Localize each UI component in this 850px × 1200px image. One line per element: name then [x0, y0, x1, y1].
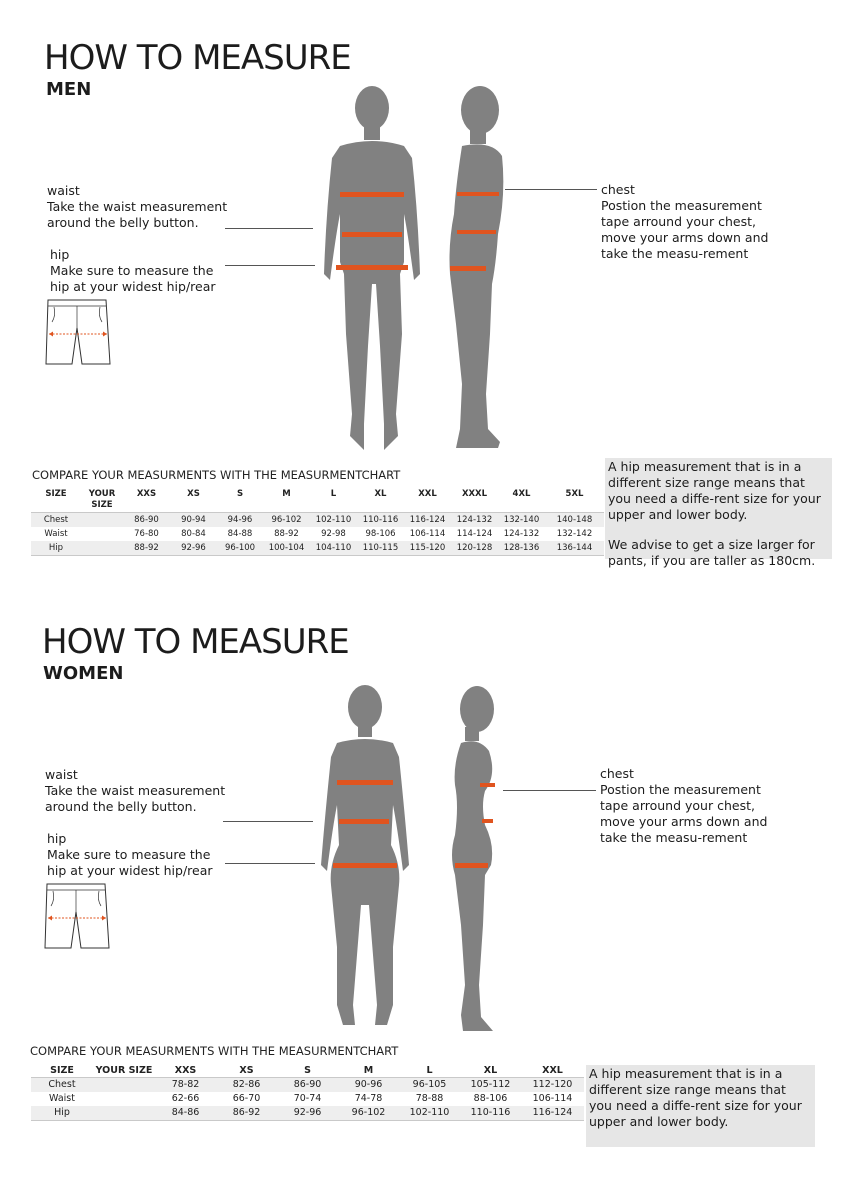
table-cell: 92-98: [321, 529, 346, 539]
table-cell: 112-120: [521, 1078, 584, 1093]
table-row: [31, 1106, 584, 1121]
table-header-cell: XXL: [521, 1063, 584, 1078]
table-cell: 105-112: [460, 1078, 521, 1093]
table-header-cell: S: [277, 1063, 338, 1078]
men-hip-text: Make sure to measure the hip at your widest hip/rear: [50, 263, 216, 294]
table-cell: 88-106: [473, 1093, 508, 1104]
women-hip-heading: hip: [47, 831, 67, 846]
women-title: HOW TO MEASURE: [42, 622, 349, 662]
table-cell: 94-96: [217, 513, 263, 528]
table-row: [31, 527, 604, 541]
women-side-silhouette: [452, 686, 494, 1031]
row-label: Chest: [31, 1078, 93, 1093]
table-header-cell: M: [263, 487, 310, 513]
table-cell: 98-106: [365, 529, 396, 539]
table-cell: 114-124: [456, 529, 493, 539]
table-cell: 102-110: [310, 513, 357, 528]
women-chest-text: Postion the measurement tape arround your chest, move your arms down and take the measu-rement: [600, 782, 768, 845]
your-size-cell: [81, 513, 123, 528]
table-cell: 96-105: [399, 1078, 460, 1093]
women-shorts-icon: [43, 882, 111, 952]
table-cell: 66-70: [232, 1093, 261, 1104]
table-cell: 115-120: [404, 541, 451, 556]
table-cell: 90-94: [170, 513, 217, 528]
men-body-figures: [300, 84, 530, 456]
table-cell: 110-116: [460, 1106, 521, 1121]
women-size-table: [31, 1063, 584, 1121]
table-cell: 116-124: [521, 1106, 584, 1121]
table-row: [31, 541, 604, 556]
women-subtitle: WOMEN: [43, 663, 124, 684]
table-cell: 86-92: [216, 1106, 277, 1121]
men-note-hip-advice: A hip measurement that is in a different size range means that you need a diffe-rent size for your upper and lower body.: [608, 459, 821, 522]
your-size-cell: [81, 541, 123, 556]
men-table-header-row: [31, 487, 604, 513]
table-cell: 96-100: [217, 541, 263, 556]
men-hip-heading: hip: [50, 247, 70, 262]
table-cell: 86-90: [123, 513, 170, 528]
table-header-cell: XXXL: [451, 487, 498, 513]
men-chest-text: Postion the measurement tape arround your chest, move your arms down and take the measu-rement: [601, 198, 769, 261]
table-header-cell: XS: [170, 487, 217, 513]
women-section: [0, 585, 850, 1200]
men-note-pants-advice: We advise to get a size larger for pants, if you are taller as 180cm.: [608, 537, 816, 568]
table-cell: 96-102: [338, 1106, 399, 1121]
table-cell: 88-92: [274, 529, 299, 539]
men-title: HOW TO MEASURE: [44, 38, 351, 78]
table-cell: 102-110: [399, 1106, 460, 1121]
table-cell: 92-96: [277, 1106, 338, 1121]
men-waist-text: Take the waist measurement around the belly button.: [47, 199, 228, 230]
table-header-cell: SIZE: [31, 1063, 93, 1078]
women-body-figures: [305, 685, 515, 1035]
women-chest-leader-line: [503, 790, 596, 791]
table-cell: 84-86: [155, 1106, 216, 1121]
table-cell: 92-96: [170, 541, 217, 556]
row-label: Chest: [31, 513, 81, 528]
table-cell: 100-104: [263, 541, 310, 556]
women-waist-text: Take the waist measurement around the belly button.: [45, 783, 226, 814]
table-header-cell: XL: [460, 1063, 521, 1078]
men-chest-instruction: [601, 182, 781, 262]
table-cell: 110-115: [357, 541, 404, 556]
women-waist-heading: waist: [45, 767, 78, 782]
your-size-cell: [81, 527, 123, 541]
table-cell: 124-132: [451, 513, 498, 528]
table-cell: 128-136: [498, 541, 545, 556]
women-waist-leader-line: [223, 821, 313, 822]
table-header-cell: XXL: [404, 487, 451, 513]
table-cell: 132-140: [498, 513, 545, 528]
table-row: [31, 513, 604, 528]
table-cell: 70-74: [293, 1093, 322, 1104]
table-cell: 82-86: [216, 1078, 277, 1093]
table-header-cell: XL: [357, 487, 404, 513]
women-fit-advice-note: [586, 1065, 815, 1147]
table-cell: 78-82: [155, 1078, 216, 1093]
table-header-cell: XXS: [155, 1063, 216, 1078]
women-chest-heading: chest: [600, 766, 634, 781]
table-cell: 140-148: [545, 513, 604, 528]
table-cell: 62-66: [171, 1093, 200, 1104]
table-cell: 132-142: [556, 529, 593, 539]
table-cell: 88-92: [123, 541, 170, 556]
table-cell: 76-80: [134, 529, 159, 539]
table-header-cell: SIZE: [31, 487, 81, 513]
table-cell: 136-144: [545, 541, 604, 556]
your-size-cell: [93, 1092, 155, 1106]
table-row: [31, 1078, 584, 1093]
table-row: [31, 1092, 584, 1106]
men-section: [0, 0, 850, 580]
table-cell: 84-88: [227, 529, 253, 539]
table-header-cell: M: [338, 1063, 399, 1078]
women-chart-caption: COMPARE YOUR MEASURMENTS WITH THE MEASURMENTCHART: [30, 1044, 399, 1058]
men-fit-advice-note: [605, 458, 832, 568]
table-cell: 74-78: [354, 1093, 383, 1104]
your-size-cell: [93, 1106, 155, 1121]
table-cell: 124-132: [503, 529, 540, 539]
men-shorts-icon: [44, 298, 112, 368]
men-size-table: [31, 487, 604, 556]
table-header-cell: S: [217, 487, 263, 513]
your-size-cell: [93, 1078, 155, 1093]
row-label: Hip: [31, 541, 81, 556]
table-cell: 104-110: [310, 541, 357, 556]
row-label: Hip: [31, 1106, 93, 1121]
table-header-cell: L: [399, 1063, 460, 1078]
women-hip-text: Make sure to measure the hip at your widest hip/rear: [47, 847, 213, 878]
table-cell: 116-124: [404, 513, 451, 528]
women-chest-instruction: [600, 766, 780, 846]
row-label: Waist: [44, 529, 68, 539]
table-header-cell: 5XL: [545, 487, 604, 513]
row-label: Waist: [49, 1093, 75, 1104]
table-header-cell: XXS: [123, 487, 170, 513]
women-waist-instruction: [45, 767, 235, 815]
table-header-cell: YOUR SIZE: [81, 487, 123, 513]
women-table-header-row: [31, 1063, 584, 1078]
table-cell: 120-128: [451, 541, 498, 556]
table-cell: 106-114: [532, 1093, 573, 1104]
table-header-cell: XS: [216, 1063, 277, 1078]
men-chest-heading: chest: [601, 182, 635, 197]
men-waist-heading: waist: [47, 183, 80, 198]
table-cell: 110-116: [357, 513, 404, 528]
table-header-cell: 4XL: [498, 487, 545, 513]
table-cell: 78-88: [415, 1093, 444, 1104]
table-cell: 86-90: [277, 1078, 338, 1093]
table-cell: 90-96: [338, 1078, 399, 1093]
table-cell: 80-84: [181, 529, 206, 539]
men-waist-instruction: [47, 183, 237, 231]
men-subtitle: MEN: [46, 79, 92, 100]
women-note-hip-advice: A hip measurement that is in a different size range means that you need a diffe-rent size for your upper and lower body.: [589, 1066, 802, 1129]
table-header-cell: L: [310, 487, 357, 513]
men-chart-caption: COMPARE YOUR MEASURMENTS WITH THE MEASURMENTCHART: [32, 468, 401, 482]
table-cell: 96-102: [263, 513, 310, 528]
women-hip-leader-line: [225, 863, 315, 864]
women-front-silhouette: [321, 685, 409, 1025]
table-cell: 106-114: [409, 529, 446, 539]
table-header-cell: YOUR SIZE: [93, 1063, 155, 1078]
